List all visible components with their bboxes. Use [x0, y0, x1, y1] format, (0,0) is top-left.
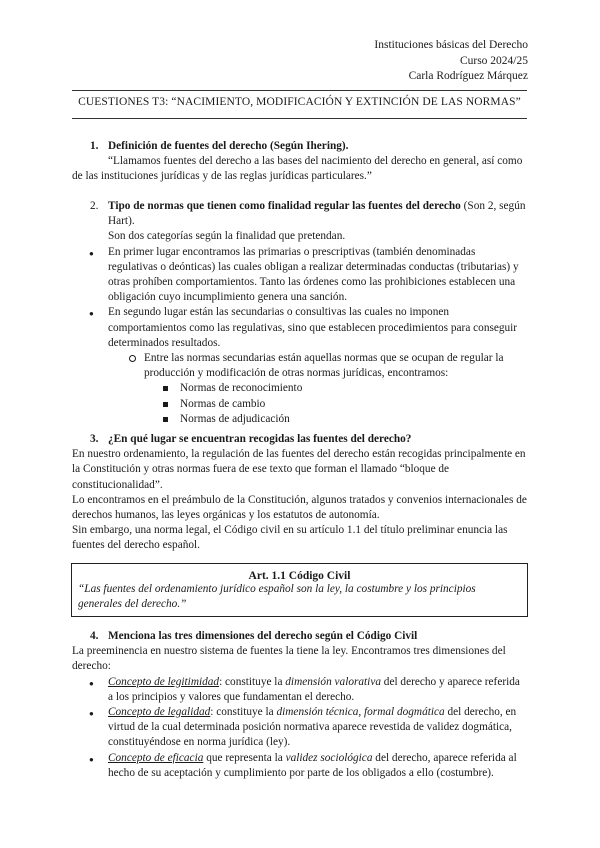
square-bullet-icon [163, 402, 168, 407]
bullet-icon: ● [89, 678, 94, 688]
norm-type-change: Normas de cambio [180, 397, 266, 410]
sub-list-item [72, 351, 527, 381]
section-heading: ¿En qué lugar se encuentran recogidas las fuentes del derecho? [108, 433, 412, 445]
bullet-icon: ● [89, 309, 94, 319]
section-number: 4. [90, 630, 99, 642]
paragraph: La preeminencia en nuestro sistema de fuentes la tiene la ley. Encontramos tres dimensiones del derecho: [72, 645, 506, 673]
term-legality: Concepto de legalidad [108, 706, 211, 719]
list-item-text: : constituye la [210, 706, 277, 719]
emphasis-text: dimensión valorativa [285, 675, 381, 688]
definition-quote-line1: “Llamamos fuentes del derecho a las bases del nacimiento del derecho en general, así como [108, 155, 523, 168]
bullet-icon: ● [89, 709, 94, 719]
list-item-text: En primer lugar encontramos las primarias o prescriptivas (también denominadas regulativas o deónticas) las cuales obligan a realizar determinadas conductas (tributarias) y otras prohíben comportamientos. Tanto las órdenes como las prohibiciones establecen una obligación cuyo incumplimiento genera una sanción. [108, 245, 519, 304]
square-bullet-icon [163, 386, 168, 391]
circle-bullet-icon [129, 355, 136, 362]
emphasis-text: dimensión técnica, formal dogmática [276, 706, 445, 719]
list-item-text: : constituye la [219, 675, 286, 688]
section-1 [72, 139, 527, 185]
sub-sub-list-item [72, 381, 527, 396]
bullet-icon: ● [89, 754, 94, 764]
header-course-name: Instituciones básicas del Derecho [374, 39, 528, 51]
title-divider [72, 118, 527, 119]
header-author: Carla Rodríguez Márquez [408, 70, 528, 82]
list-item [72, 705, 527, 751]
emphasis-text: validez sociológica [285, 751, 373, 764]
quote-box [71, 563, 528, 617]
section-heading: Menciona las tres dimensiones del derecho según el Código Civil [108, 630, 418, 642]
list-item-text: del derecho, aparece referida al hecho de su aceptación y cumplimiento por parte de los obligados a ello (costumbre). [108, 751, 517, 779]
section-intro: Son dos categorías según la finalidad que pretendan. [108, 230, 346, 243]
section-4 [72, 629, 527, 781]
header-course-year: Curso 2024/25 [459, 54, 528, 67]
section-heading-tail: (Son 2, según [460, 200, 526, 212]
section-number: 2. [90, 200, 99, 212]
quote-box-text: “Las fuentes del ordenamiento jurídico español son la ley, la costumbre y los principios generales del derecho.” [78, 583, 476, 610]
document-title: CUESTIONES T3: “NACIMIENTO, MODIFICACIÓN Y EXTINCIÓN DE LAS NORMAS” [78, 96, 521, 108]
list-item-text: que representa la [203, 751, 286, 764]
section-heading: Definición de fuentes del derecho (Según Ihering). [108, 140, 349, 152]
list-item [72, 245, 527, 306]
norm-type-recognition: Normas de reconocimiento [180, 382, 303, 395]
list-item [72, 751, 527, 781]
sub-sub-list-item [72, 397, 527, 412]
document-header [374, 38, 528, 85]
list-item [72, 305, 527, 351]
list-item-text: del derecho, en virtud de la cual determinada posición normativa aparece revestida de validez dogmática, constituyéndose en norma jurídica (ley). [108, 706, 517, 749]
top-divider [72, 90, 527, 91]
section-heading-text: Tipo de normas que tienen como finalidad regular las fuentes del derecho [108, 200, 461, 212]
list-item [72, 675, 527, 705]
definition-quote-line2: de las instituciones jurídicas y de las reglas jurídicas particulares.” [72, 170, 372, 183]
sub-sub-list-item [72, 412, 527, 427]
section-number: 3. [90, 433, 99, 445]
square-bullet-icon [163, 417, 168, 422]
bullet-icon: ● [89, 248, 94, 258]
paragraph: Sin embargo, una norma legal, el Código civil en su artículo 1.1 del título preliminar enuncia las fuentes del derecho español. [72, 524, 508, 552]
sub-list-item-text: Entre las normas secundarias están aquellas normas que se ocupan de regular la producción y modificación de otras normas jurídicas, encontramos: [144, 352, 504, 380]
paragraph: En nuestro ordenamiento, la regulación de las fuentes del derecho están recogidas principalmente en la Constitución y otras normas fuera de ese texto que forman el llamado “bloque de constitucionalidad”. [72, 448, 526, 491]
section-heading-tail2: Hart). [108, 215, 135, 228]
section-2 [72, 199, 527, 427]
list-item-text: En segundo lugar están las secundarias o consultivas las cuales no imponen comportamientos como las regulativas, sino que establecen procedimientos para conseguir determinados resultados. [108, 306, 518, 349]
norm-type-adjudication: Normas de adjudicación [180, 412, 290, 425]
term-efficacy: Concepto de eficacia [108, 751, 204, 764]
paragraph: Lo encontramos en el preámbulo de la Constitución, algunos tratados y convenios internacionales de derechos humanos, las leyes orgánicas y los estatutos de autonomía. [72, 493, 527, 522]
term-legitimacy: Concepto de legitimidad [108, 675, 220, 688]
section-3 [72, 432, 527, 554]
list-item-text: del derecho y aparece referida a los principios y valores que fundamentan el derecho. [108, 675, 520, 703]
quote-box-title: Art. 1.1 Código Civil [248, 570, 351, 582]
section-heading [72, 199, 527, 214]
section-number: 1. [90, 140, 99, 152]
